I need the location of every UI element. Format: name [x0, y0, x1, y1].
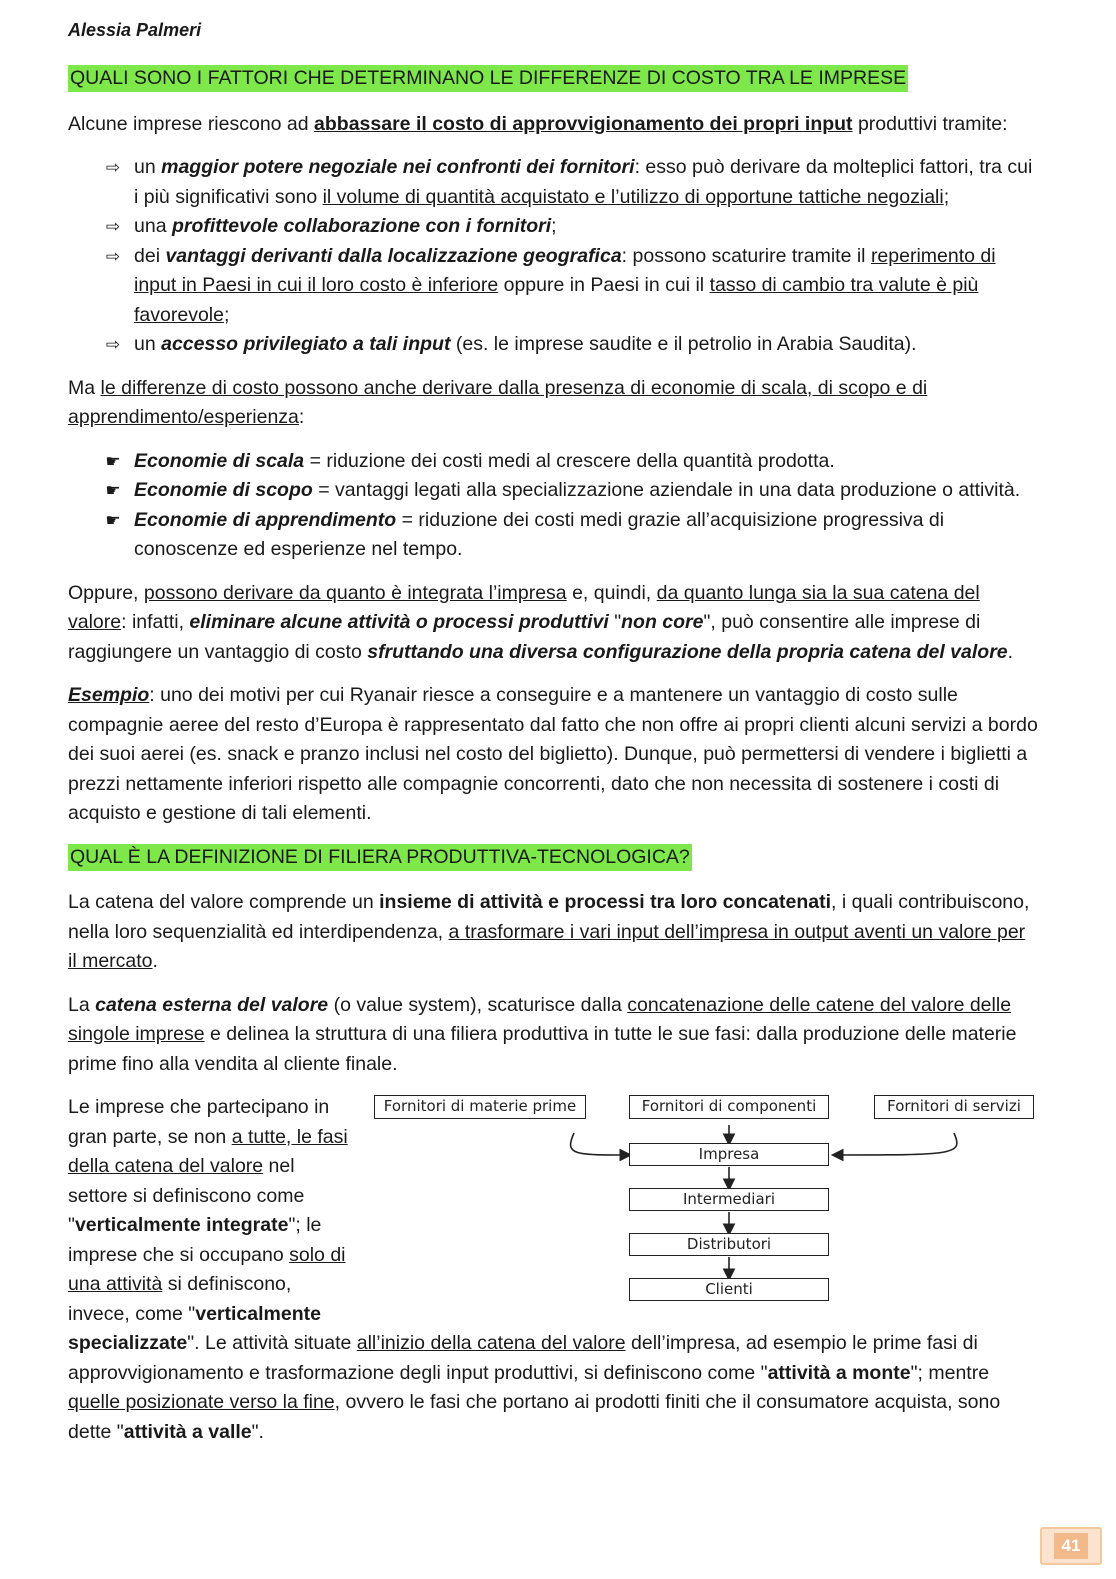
economies-intro: Ma le differenze di costo possono anche derivare dalla presenza di economie di scala, di scopo e di apprendimento/esperienza: — [68, 376, 928, 428]
section-heading-supply-chain — [68, 843, 1038, 873]
arrow-icon: ⇨ — [105, 158, 121, 177]
economies-bullets — [68, 447, 1038, 565]
section-heading-cost-factors — [68, 64, 1038, 94]
page-number-badge — [1040, 1527, 1102, 1565]
heading-highlight: QUAL È LA DEFINIZIONE DI FILIERA PRODUTTIVA-TECNOLOGICA? — [68, 844, 692, 871]
arrow-raw-to-impresa — [571, 1133, 629, 1155]
box-intermediari: Intermediari — [629, 1188, 829, 1211]
list-item: ⇨ una profittevole collaborazione con i fornitori; — [134, 212, 1038, 242]
integration-section — [68, 1093, 1038, 1329]
upstream-downstream-paragraph: specializzate". Le attività situate all’inizio della catena del valore dell’impresa, ad esempio le prime fasi di approvvigionamento e trasformazione degli input produttivi, si definiscono come "attività a monte"; mentre quelle posizionate verso la fine, ovvero le fasi che portano ai prodotti finiti che il consumatore acquista, sono dette "attività a valle". — [68, 1332, 1001, 1443]
box-impresa: Impresa — [629, 1143, 829, 1166]
box-clienti: Clienti — [629, 1278, 829, 1301]
box-fornitori-materie-prime: Fornitori di materie prime — [374, 1095, 586, 1119]
list-item: ⇨ un maggior potere negoziale nei confronti dei fornitori: esso può derivare da molteplici fattori, tra cui i più significativi sono il volume di quantità acquistato e l’utilizzo di opportune tattiche negoziali; — [134, 153, 1038, 212]
value-system-diagram — [374, 1095, 1038, 1315]
page-content — [68, 64, 1038, 1461]
pointing-hand-icon: ☛ — [105, 481, 121, 500]
intro-paragraph: Alcune imprese riescono ad abbassare il costo di approvvigionamento dei propri input produttivi tramite: — [68, 112, 1008, 135]
box-distributori: Distributori — [629, 1233, 829, 1256]
author-name: Alessia Palmeri — [68, 20, 202, 40]
arrow-icon: ⇨ — [105, 335, 121, 354]
integration-paragraph: Oppure, possono derivare da quanto è integrata l’impresa e, quindi, da quanto lunga sia la sua catena del valore: infatti, eliminare alcune attività o processi produttivi "non core", può consentire alle imprese di raggiungere un vantaggio di costo sfruttando una diversa configurazione della propria catena del valore. — [68, 581, 1014, 663]
list-item: ☛ Economie di apprendimento = riduzione dei costi medi grazie all’acquisizione progressiva di conoscenze ed esperienze nel tempo. — [134, 506, 1038, 565]
arrow-icon: ⇨ — [105, 217, 121, 236]
pointing-hand-icon: ☛ — [105, 451, 121, 471]
page-number: 41 — [1054, 1533, 1089, 1559]
arrow-icon: ⇨ — [105, 246, 121, 266]
list-item: ☛ Economie di scopo = vantaggi legati alla specializzazione aziendale in una data produzione o attività. — [134, 476, 1038, 506]
supply-bullets — [68, 153, 1038, 360]
box-fornitori-componenti: Fornitori di componenti — [629, 1095, 829, 1119]
box-fornitori-servizi: Fornitori di servizi — [874, 1095, 1034, 1119]
example-paragraph: Esempio: uno dei motivi per cui Ryanair riesce a conseguire e a mantenere un vantaggio di costo sulle compagnie aeree del resto d’Europa è rappresentato dal fatto che non offre ai propri clienti alcuni servizi a bordo dei suoi aerei (es. snack e pranzo inclusi nel costo del biglietto). Dunque, può permettersi di vendere i biglietti a prezzi nettamente inferiori rispetto alle compagnie concorrenti, dato che non necessita di sostenere i costi di acquisto e gestione di tali elementi. — [68, 684, 1038, 824]
value-chain-paragraph: La catena del valore comprende un insieme di attività e processi tra loro concatenati, i quali contribuiscono, nella loro sequenzialità ed interdipendenza, a trasformare i vari input dell’impresa in output aventi un valore per il mercato. — [68, 891, 1030, 972]
pointing-hand-icon: ☛ — [105, 510, 121, 530]
list-item: ⇨ dei vantaggi derivanti dalla localizzazione geografica: possono scaturire tramite il reperimento di input in Paesi in cui il loro costo è inferiore oppure in Paesi in cui il tasso di cambio tra valute è più favorevole; — [134, 242, 1038, 331]
value-system-paragraph: La catena esterna del valore (o value system), scaturisce dalla concatenazione delle catene del valore delle singole imprese e delinea la struttura di una filiera produttiva in tutte le sue fasi: dalla produzione delle materie prime fino alla vendita al cliente finale. — [68, 993, 1017, 1075]
heading-highlight: QUALI SONO I FATTORI CHE DETERMINANO LE DIFFERENZE DI COSTO TRA LE IMPRESE — [68, 65, 908, 92]
list-item: ☛ Economie di scala = riduzione dei costi medi al crescere della quantità prodotta. — [134, 447, 1038, 477]
arrow-serv-to-impresa — [834, 1133, 957, 1155]
integration-text-column: Le imprese che partecipano in gran parte, se non a tutte, le fasi della catena del valore nel settore si definiscono come "verticalmente integrate"; le imprese che si occupano solo di una attività si definiscono, invece, come "verticalmente — [68, 1096, 348, 1325]
list-item: ⇨ un accesso privilegiato a tali input (es. le imprese saudite e il petrolio in Arabia Saudita). — [134, 330, 1038, 360]
